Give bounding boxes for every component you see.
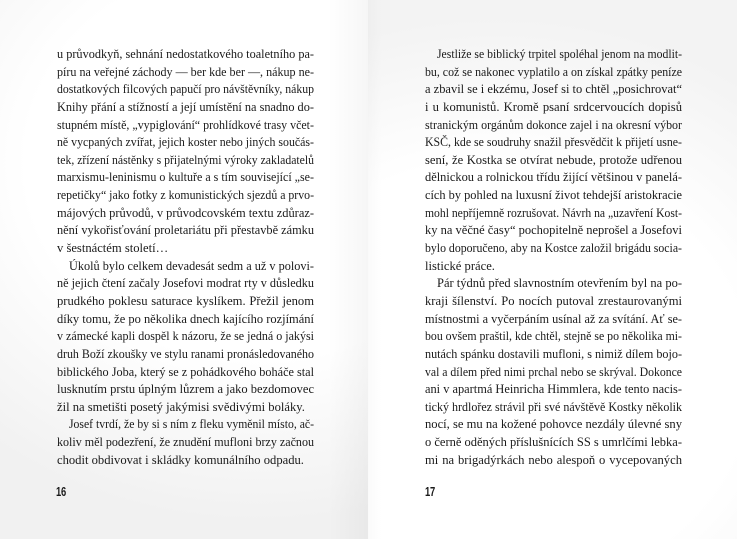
left-page-text bbox=[57, 46, 314, 469]
left-page-number: 16 bbox=[56, 484, 66, 499]
text-line: v zámecké kapli dospěl k názoru, že se jedná o jakýsi bbox=[57, 329, 314, 344]
text-line: Josef tvrdí, že by si s ním z fleku vyměnil místo, ač- bbox=[69, 417, 314, 432]
text-line: tek, zřízení nástěnky s přijatelnými výroky zakladatelů bbox=[57, 152, 314, 167]
text-line: ně jejich čtení začaly Josefovi modrat rty v důsledku bbox=[57, 276, 314, 291]
text-line: Úkolů bylo celkem devadesát sedm a už v polovi- bbox=[69, 258, 314, 273]
text-line: kraji šílenství. Po nocích putoval zrestaurovanými bbox=[425, 293, 682, 308]
text-line: místnostmi a vyčerpáním usínal až za svítání. Ať se- bbox=[425, 311, 682, 326]
text-line: KSČ, kde se soudruhy snažil přesvědčit k přijetí usne- bbox=[425, 135, 682, 150]
text-line: i u komunistů. Kromě psaní srdcervoucích dopisů bbox=[425, 99, 682, 114]
text-line: píru na veřejné záchody — ber kde ber —, nákup ne- bbox=[57, 64, 314, 79]
text-line: o černě oděných příslušnících SS s umrlčími lebka- bbox=[425, 435, 682, 450]
text-line: díky tomu, že po několika dnech kajícího rozjímání bbox=[57, 311, 314, 326]
text-line: sení, že Kostka se otvírat nebude, protože udřenou bbox=[425, 152, 682, 167]
text-line: mohl nepříjemně rozrušovat. Návrh na „uzavření Kost- bbox=[425, 205, 682, 220]
text-line: biblického Joba, který se z pohádkového boháče stal bbox=[57, 364, 314, 379]
text-line: nutách spánku dostavili mufloni, s nimiž dílem bojo- bbox=[425, 346, 682, 361]
text-line: dostatkových filcových papučí pro návštěvníky, nákup bbox=[57, 82, 314, 97]
text-line: bou ovšem praštil, kde chtěl, stejně se po několika mi- bbox=[425, 329, 682, 344]
text-line: žil na smetišti posetý jakýmisi svědivými boláky. bbox=[57, 399, 305, 414]
text-line: Jestliže se biblický trpitel spoléhal jenom na modlit- bbox=[437, 47, 682, 61]
text-line: repetičky“ jako fotky z komunistických sjezdů a prvo- bbox=[57, 188, 314, 203]
text-line: bylo doporučeno, aby na Kostce založil brigádu socia- bbox=[425, 241, 682, 256]
text-line: v šestnáctém století… bbox=[57, 241, 169, 256]
text-line: lusknutím prstu úplným lůzrem a jako bezdomovec bbox=[57, 382, 314, 397]
text-line: koliv měl podezření, že znudění mufloni brzy začnou bbox=[57, 435, 314, 450]
text-line: nocí, se mu na kožené pohovce nezdály úlevné sny bbox=[425, 417, 682, 432]
text-line: bu, což se nakonec vyplatilo a on získal zpátky peníze bbox=[425, 64, 682, 79]
text-line: listické práce. bbox=[425, 258, 495, 273]
text-line: val a dílem před nimi prchal nebo se skrýval. Dokonce bbox=[425, 364, 682, 379]
text-line: dělnickou a rolnickou třídu žijící většinou v panelá- bbox=[425, 170, 682, 185]
text-line: ani v apartmá Heinricha Himmlera, kde tento nacis- bbox=[425, 382, 682, 397]
text-line: u průvodkyň, sehnání nedostatkového toaletního pa- bbox=[57, 47, 314, 61]
right-page-number: 17 bbox=[425, 484, 435, 499]
text-line: cích by pohled na luxusní život tehdejší aristokracie bbox=[425, 188, 682, 203]
text-line: Pár týdnů před slavnostním otevřením byl na po- bbox=[437, 276, 682, 291]
text-line: chodit obdivovat i skládky komunálního odpadu. bbox=[57, 452, 304, 467]
text-line: tický hrdlořez strávil při své návštěvě Kostky několik bbox=[425, 399, 682, 414]
right-page bbox=[368, 0, 737, 539]
text-line: mi na brigadýrkách nebo alespoň o vycepovaných bbox=[425, 452, 682, 467]
right-page-text bbox=[425, 46, 682, 469]
text-line: a zbavil se i ekzému, Josef si to chtěl „posichrovat“ bbox=[425, 82, 682, 97]
text-line: stranickým orgánům dokonce zajel i na okresní výbor bbox=[425, 117, 682, 132]
text-line: stupném místě, „vypiglování“ prohlídkové trasy včet- bbox=[57, 117, 314, 132]
text-line: Knihy přání a stížností a její umístění na snadno do- bbox=[57, 99, 314, 114]
text-line: marxismu-leninismu o kultuře a s tím související „se- bbox=[57, 170, 314, 185]
text-line: ky na věčné časy“ pochopitelně neprošel a Josefovi bbox=[425, 223, 682, 238]
left-page bbox=[0, 0, 368, 539]
text-line: druh Boží zkoušky ve stylu ranami pronásledovaného bbox=[57, 346, 314, 361]
text-line: ně vycpaných zvířat, jejich koster nebo jiných součás- bbox=[57, 135, 314, 150]
text-line: prudkého poklesu saturace kyslíkem. Přežil jenom bbox=[57, 293, 314, 308]
text-line: májových průvodů, v průvodcovském textu zdůraz- bbox=[57, 205, 314, 220]
text-line: nění vykořisťování proletariátu při přestavbě zámku bbox=[57, 223, 314, 238]
